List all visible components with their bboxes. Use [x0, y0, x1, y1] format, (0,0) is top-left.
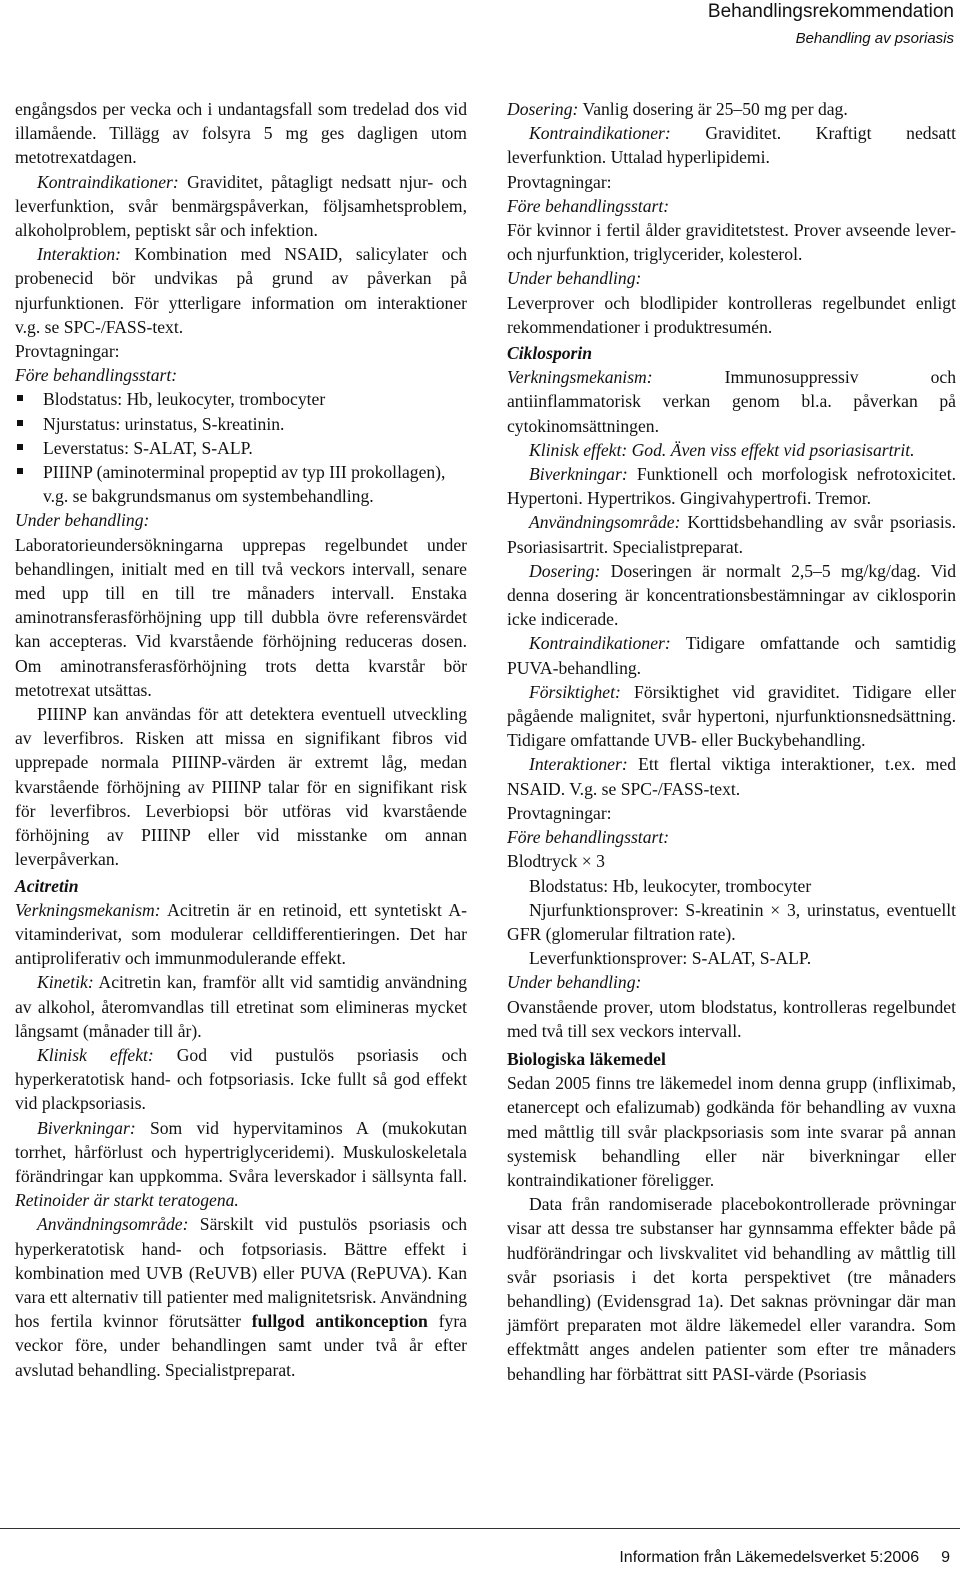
paragraph: Laboratorieundersökningarna upprepas regelbundet under behandlingen, initialt med en till två veckors intervall, senare med upp till en till tre månaders intervall. Enstaka aminotransferasförhöjning upp till dubbla övre referensvärdet kan accepteras. Vid kvarstående förhöjning reduceras dosen. Om aminotransferasförhöjning trots detta kvarstår bör metotrexat utsättas. — [15, 534, 467, 700]
text: Särskilt vid pustulös psoriasis och hyperkeratotisk hand- och fotpsoriasis. Bättre effekt i kombination med UVB (ReUVB) eller PUVA (RePUVA). Kan vara ett alternativ till patienter med malignitetsrisk. Användning hos fertila kvinnor förutsätter — [15, 1214, 467, 1332]
list-item: Njurstatus: urinstatus, S-kreatinin. — [15, 412, 467, 436]
left-column — [15, 97, 467, 1382]
text: Funktionell och morfologisk nefrotoxicitet. Hypertoni. Hypertrikos. Gingivahypertrofi. Tremor. — [507, 464, 956, 509]
text: Tidigare omfattande och samtidig PUVA-behandling. — [507, 633, 956, 678]
label: Verkningsmekanism: — [15, 899, 161, 920]
paragraph — [507, 680, 956, 753]
label: Kontraindikationer: — [529, 633, 671, 654]
label: Kontraindikationer: — [37, 171, 179, 192]
list-item: Leverstatus: S-ALAT, S-ALP. — [15, 436, 467, 460]
header-title: Behandlingsrekommendation — [707, 1, 954, 22]
text: Som vid hypervitaminos A (mukokutan torrhet, hårförlust och hypertriglyceridemi). Muskuloskeletala förändringar kan uppkomma. Svåra leverskador i sällsynta fall. — [15, 1117, 467, 1186]
label: Klinisk effekt: — [37, 1044, 154, 1065]
text: Kombination med NSAID, salicylater och probenecid bör undvikas på grund av påverkan på njurfunktionen. För ytterligare information om interaktioner v.g. se SPC-/FASS-text. — [15, 244, 467, 337]
bullet-list — [15, 387, 467, 508]
section-heading: Biologiska läkemedel — [507, 1048, 666, 1069]
paragraph — [507, 510, 956, 558]
paragraph: Klinisk effekt: God. Även viss effekt vid psoriasisartrit. — [529, 439, 915, 460]
paragraph: Blodtryck × 3 — [507, 851, 605, 872]
label: Försiktighet: — [529, 681, 621, 702]
paragraph — [15, 970, 467, 1043]
section-heading: Ciklosporin — [507, 343, 593, 364]
text: Acitretin är en retinoid, ett syntetiskt A-vitaminderivat, som modulerar celldifferentieringen. Det har antiproliferativ och immunmodulerande effekt. — [15, 899, 467, 969]
label: Användningsområde: — [529, 512, 681, 533]
paragraph: engångsdos per vecka och i undantagsfall som tredelad dos vid illamående. Tillägg av folsyra 5 mg ges dagligen utom metotrexatdagen. — [15, 99, 467, 168]
paragraph: Ovanstående prover, utom blodstatus, kontrolleras regelbundet med två till sex veckors intervall. — [507, 996, 956, 1041]
subheading: Under behandling: — [507, 972, 642, 993]
text: Acitretin kan, framför allt vid samtidig användning av alkohol, återomvandlas till etretinat som elimineras mycket långsamt (månader till år). — [15, 972, 467, 1041]
header-subtitle: Behandling av psoriasis — [795, 30, 954, 47]
page-number: 9 — [941, 1549, 950, 1566]
text: Ett flertal viktiga interaktioner, t.ex. med NSAID. V.g. se SPC-/FASS-text. — [507, 754, 956, 799]
text: Graviditet, påtagligt nedsatt njur- och leverfunktion, svår benmärgspåverkan, följsamhetsproblem, alkoholproblem, peptiskt sår och infektion. — [15, 171, 467, 241]
paragraph — [15, 898, 467, 971]
label: Kontraindikationer: — [529, 123, 671, 144]
text: Immunosuppressiv och antiinflammatorisk verkan genom bl.a. påverkan på cytokinomsättningen. — [507, 367, 956, 436]
text: Vanlig dosering är 25–50 mg per dag. — [578, 99, 848, 119]
paragraph — [507, 462, 956, 510]
footer-source: Information från Läkemedelsverket 5:2006 — [619, 1549, 920, 1566]
paragraph — [507, 365, 956, 438]
label: Användningsområde: — [37, 1214, 189, 1235]
label: Interaktioner: — [529, 754, 628, 775]
paragraph — [15, 1212, 467, 1381]
text: God vid pustulös psoriasis och hyperkeratotisk hand- och fotpsoriasis. Icke fullt så god effekt vid plackpsoriasis. — [15, 1044, 467, 1114]
subheading: Provtagningar: — [15, 341, 120, 362]
paragraph: Blodstatus: Hb, leukocyter, trombocyter — [529, 875, 812, 896]
subheading: Under behandling: — [15, 510, 150, 531]
list-item: PIIINP (aminoterminal propeptid av typ III prokollagen), v.g. se bakgrundsmanus om systembehandling. — [15, 460, 467, 508]
label: Biverkningar: — [37, 1117, 136, 1138]
paragraph: Sedan 2005 finns tre läkemedel inom denna grupp (infliximab, etanercept och efalizumab) godkända för behandling av vuxna med måttlig till svår plackpsoriasis som inte svarar på annan systemisk behandling eller när biverkningar eller kontraindikationer föreligger. — [507, 1073, 956, 1190]
text: Doseringen är normalt 2,5–5 mg/kg/dag. Vid denna dosering är koncentrationsbestämningar av ciklosporin icke indicerade. — [507, 560, 956, 630]
subheading: Provtagningar: — [507, 802, 612, 823]
text: Graviditet. Kraftigt nedsatt leverfunktion. Uttalad hyperlipidemi. — [507, 123, 956, 168]
footer-divider — [0, 1528, 960, 1529]
label: Dosering: — [507, 99, 579, 119]
label: Dosering: — [529, 560, 601, 581]
page-header — [708, 0, 954, 49]
paragraph — [15, 1043, 467, 1116]
paragraph — [507, 121, 956, 169]
section-heading: Acitretin — [15, 875, 79, 896]
paragraph: Leverfunktionsprover: S-ALAT, S-ALP. — [529, 948, 812, 969]
subheading: Provtagningar: — [507, 171, 612, 192]
paragraph: PIIINP kan användas för att detektera eventuell utveckling av leverfibros. Risken att missa en signifikant fibros vid upprepade normala PIIINP-värden är extremt låg, medan kvarstående förhöjning av PIIINP talar för en signifikant risk för leverfibros. Leverbiopsi bör utföras vid kvarstående förhöjning av PIIINP eller vid misstanke om annan leverpåverkan. — [15, 704, 467, 870]
subheading: Under behandling: — [507, 268, 642, 289]
paragraph — [15, 170, 467, 243]
label: Interaktion: — [37, 244, 122, 265]
text: Försiktighet vid graviditet. Tidigare eller pågående malignitet, svår hypertoni, njurfunktionsnedsättning. Tidigare omfattande UVB- eller Buckybehandling. — [507, 681, 956, 751]
label: Kinetik: — [37, 972, 94, 993]
paragraph: För kvinnor i fertil ålder graviditetstest. Prover avseende lever- och njurfunktion, triglycerider, kolesterol. — [507, 220, 956, 265]
subheading: Före behandlingsstart: — [507, 195, 670, 216]
paragraph — [507, 752, 956, 800]
paragraph: Data från randomiserade placebokontrollerade prövningar visar att dessa tre substanser har gynnsamma effekter både på hudförändringar och livskvalitet vid behandling av måttlig till svår psoriasis i det korta perspektivet (tre månaders behandling) (Evidensgrad 1a). Det saknas prövningar där man jämfört preparaten mot äldre läkemedel eller varandra. Som effektmått anges andelen patienter som efter tre månaders behandling har förbättrat sitt PASI-värde (Psoriasis — [507, 1194, 956, 1384]
paragraph — [507, 631, 956, 679]
text: Korttidsbehandling av svår psoriasis. Psoriasisartrit. Specialistpreparat. — [507, 512, 956, 557]
emphasis: Retinoider är starkt teratogena. — [15, 1190, 239, 1211]
right-column — [507, 97, 956, 1386]
bold-text: fullgod antikonception — [251, 1311, 428, 1332]
subheading: Före behandlingsstart: — [15, 365, 178, 386]
paragraph — [15, 1116, 467, 1213]
list-item: Blodstatus: Hb, leukocyter, trombocyter — [15, 387, 467, 411]
paragraph — [507, 559, 956, 632]
label: Verkningsmekanism: — [507, 367, 653, 388]
paragraph: Leverprover och blodlipider kontrolleras regelbundet enligt rekommendationer i produktresumén. — [507, 292, 956, 337]
label: Biverkningar: — [529, 464, 628, 485]
paragraph: Njurfunktionsprover: S-kreatinin × 3, urinstatus, eventuellt GFR (glomerular filtration rate). — [507, 899, 956, 944]
page-footer — [619, 1548, 950, 1568]
text: fyra veckor före, under behandlingen samt under två år efter avslutad behandling. Specialistpreparat. — [15, 1311, 467, 1380]
paragraph — [507, 97, 956, 121]
paragraph — [15, 242, 467, 339]
subheading: Före behandlingsstart: — [507, 827, 670, 848]
